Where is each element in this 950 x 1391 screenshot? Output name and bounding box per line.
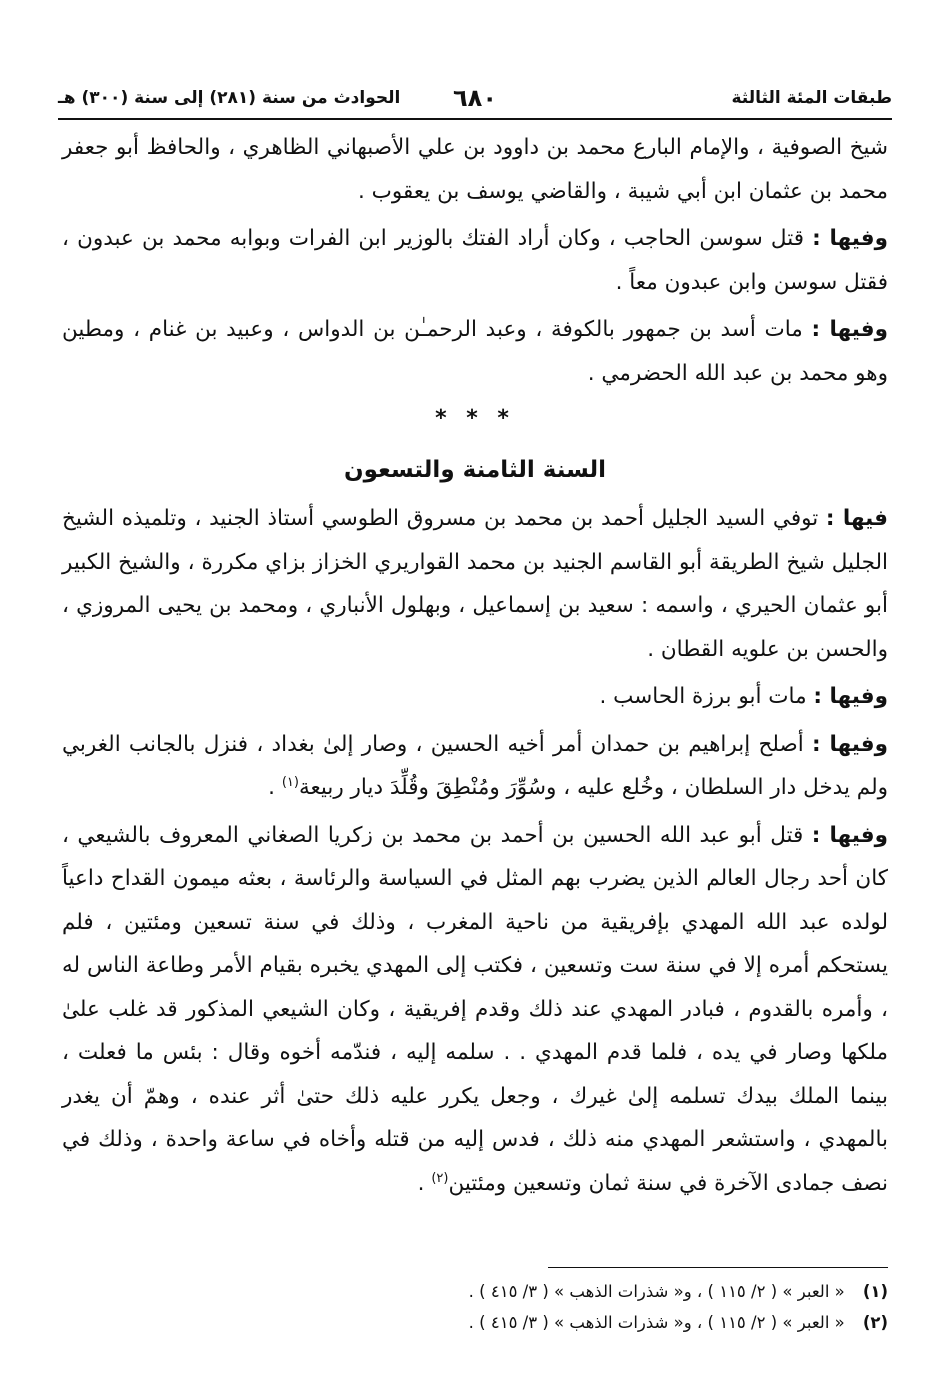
footnote-number: (٢) bbox=[862, 1313, 888, 1332]
paragraph-text: مات أسد بن جمهور بالكوفة ، وعبد الرحمـٰن بن الدواس ، وعبيد بن غنام ، ومطين وهو محمد بن عبد الله الحضرمي . bbox=[62, 317, 888, 386]
footnote-text: « العبر » ( ٢/ ١١٥ ) ، و« شذرات الذهب » ( ٣/ ٤١٥ ) . bbox=[468, 1313, 845, 1332]
paragraph-6 bbox=[62, 723, 888, 810]
paragraph-3 bbox=[62, 308, 888, 395]
paragraph-text: أصلح إبراهيم بن حمدان أمر أخيه الحسين ، وصار إلىٰ بغداد ، فنزل بالجانب الغربي ولم يدخل دار السلطان ، وخُلع عليه ، وسُوِّرَ ومُنْطِقَ وقُلِّدَ ديار ربيعة bbox=[62, 731, 888, 800]
header-chapter-title: الحوادث من سنة (٢٨١) إلى سنة (٣٠٠) هـ bbox=[58, 88, 401, 108]
paragraph-text: قتل سوسن الحاجب ، وكان أراد الفتك بالوزير ابن الفرات وبوابه محمد بن عبدون ، فقتل سوسن وابن عبدون معاً . bbox=[62, 226, 888, 295]
section-title: السنة الثامنة والتسعون bbox=[343, 457, 607, 483]
footnote-ref-1[interactable]: (١) bbox=[281, 774, 299, 790]
paragraph-5 bbox=[62, 675, 888, 719]
paragraph-7 bbox=[62, 814, 888, 1206]
footnotes bbox=[62, 1276, 888, 1338]
footnote-ref-2[interactable]: (٢) bbox=[431, 1170, 449, 1186]
footnote-2 bbox=[62, 1307, 888, 1338]
paragraph-lead: وفيها : bbox=[813, 684, 888, 709]
paragraph-lead: وفيها : bbox=[812, 226, 888, 251]
main-text bbox=[62, 126, 888, 1209]
paragraph-end: . bbox=[417, 1170, 432, 1196]
footnote-1 bbox=[62, 1276, 888, 1307]
paragraph-2 bbox=[62, 217, 888, 304]
paragraph-text: توفي السيد الجليل أحمد بن محمد بن مسروق الطوسي أستاذ الجنيد ، وتلميذه الشيخ الجليل شيخ الطريقة أبو القاسم الجنيد بن محمد القواريري الخزاز بزاي مكررة ، والشيخ الكبير أبو عثمان الحيري ، واسمه : سعيد بن إسماعيل ، وبهلول الأنباري ، ومحمد بن يحيى المروزي ، والحسن بن علويه القطان . bbox=[62, 506, 888, 662]
paragraph-1 bbox=[62, 126, 888, 213]
section-separator: * * * bbox=[435, 406, 515, 431]
paragraph-lead: وفيها : bbox=[811, 317, 888, 342]
paragraph-lead: وفيها : bbox=[811, 731, 888, 757]
header-divider bbox=[58, 118, 892, 120]
footnote-divider bbox=[548, 1267, 888, 1268]
header-book-title: طبقات المئة الثالثة bbox=[731, 88, 892, 108]
page-number: ٦٨٠ bbox=[453, 84, 497, 112]
paragraph-lead: فيها : bbox=[825, 506, 888, 531]
footnote-number: (١) bbox=[862, 1282, 888, 1301]
running-header bbox=[58, 84, 892, 114]
footnote-text: « العبر » ( ٢/ ١١٥ ) ، و« شذرات الذهب » ( ٣/ ٤١٥ ) . bbox=[468, 1282, 845, 1301]
paragraph-end: . bbox=[268, 775, 282, 800]
paragraph-lead: وفيها : bbox=[811, 822, 888, 848]
paragraph-4 bbox=[62, 497, 888, 671]
paragraph-text: شيخ الصوفية ، والإمام البارع محمد بن داوود بن علي الأصبهاني الظاهري ، والحافظ أبو جعفر محمد بن عثمان ابن أبي شيبة ، والقاضي يوسف بن يعقوب . bbox=[62, 135, 888, 204]
paragraph-text: قتل أبو عبد الله الحسين بن أحمد بن محمد بن زكريا الصغاني المعروف بالشيعي ، كان أحد رجال العالم الذين يضرب بهم المثل في السياسة والرئاسة ، بعثه ميمون القداح داعياً لولده عبد الله المهدي بإفريقية من ناحية المغرب ، وذلك في سنة تسعين ومئتين ، فلم يستحكم أمره إلا في سنة ست وتسعين ، فكتب إلى المهدي يخبره بقيام الأمر وطاعة الناس له ، وأمره بالقدوم ، فبادر المهدي عند ذلك وقدم إفريقية ، وكان الشيعي المذكور قد غلب علىٰ ملكها وصار في يده ، فلما قدم المهدي . . سلمه إليه ، فندّمه أخوه وقال : بئس ما فعلت ، بينما الملك بيدك تسلمه إلىٰ غيرك ، وجعل يكرر عليه ذلك حتىٰ أثر عنده ، وهمّ أن يغدر بالمهدي ، واستشعر المهدي منه ذلك ، فدس إليه من قتله وأخاه في ساعة واحدة ، وذلك في نصف جمادى الآخرة في سنة ثمان وتسعين ومئتين bbox=[62, 822, 888, 1196]
paragraph-text: مات أبو برزة الحاسب . bbox=[599, 684, 814, 709]
